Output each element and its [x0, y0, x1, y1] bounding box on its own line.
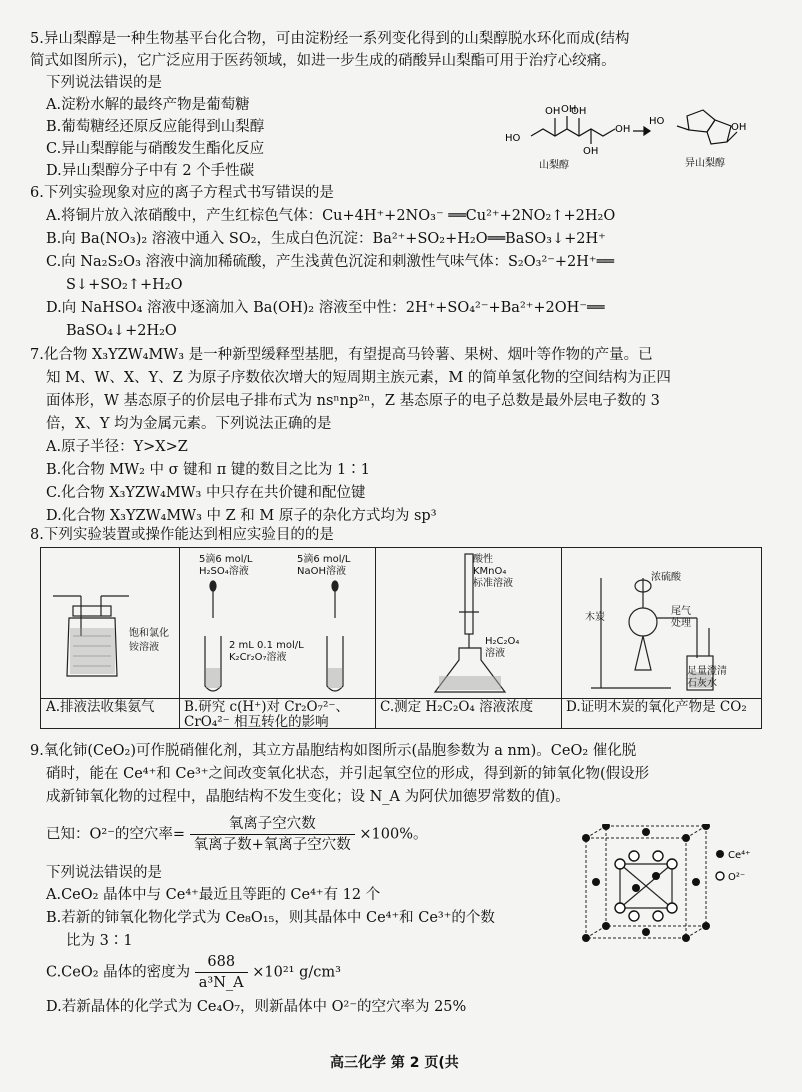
q5-structure-figure [505, 96, 775, 176]
q8b-left-reagent2: H₂SO₄溶液 [199, 566, 249, 577]
q7-stem-line1: 7.化合物 X₃YZW₄MW₃ 是一种新型缓释型基肥，有望提高马铃薯、果树、烟叶等作物的产量。已 [30, 347, 653, 363]
q8-cell-c [375, 548, 562, 728]
q6-option-d-line2: BaSO₄↓+2H₂O [66, 323, 177, 339]
q8c-titrant-label3: 标准溶液 [473, 578, 513, 589]
test-tubes-figure [199, 578, 359, 696]
q6-option-b: B.向 Ba(NO₃)₂ 溶液中通入 SO₂，生成白色沉淀：Ba²⁺+SO₂+H₂O══BaSO₃↓+2H⁺ [46, 231, 606, 247]
q8c-titrant-label1: 酸性 [473, 554, 493, 565]
titration-figure [425, 552, 525, 696]
q6-option-d-line1: D.向 NaHSO₄ 溶液中逐滴加入 Ba(OH)₂ 溶液至中性：2H⁺+SO₄²⁻+Ba²⁺+2OH⁻══ [46, 300, 605, 316]
q5-stem-line1: 5.异山梨醇是一种生物基平台化合物，可由淀粉经一系列变化得到的山梨醇脱水环化而成(结构 [30, 31, 630, 47]
q8d-tail-label2: 处理 [671, 618, 691, 629]
q9-option-b-line1: B.若新的铈氧化物化学式为 Ce₈O₁₅，则其晶体中 Ce⁴⁺和 Ce³⁺的个数 [46, 910, 495, 926]
q8-caption-c: C.测定 H₂C₂O₄ 溶液浓度 [375, 698, 561, 728]
q5-stem-line2: 简式如图所示)，它广泛应用于医药领域，如进一步生成的硝酸异山梨酯可用于治疗心绞痛。 [30, 53, 616, 69]
q5-option-a: A.淀粉水解的最终产物是葡萄糖 [46, 97, 250, 113]
q9-option-d: D.若新晶体的化学式为 Ce₄O₇，则新晶体中 O²⁻的空穴率为 25% [46, 999, 467, 1015]
q6-option-a: A.将铜片放入浓硝酸中，产生红棕色气体：Cu+4H⁺+2NO₃⁻ ══Cu²⁺+2NO₂↑+2H₂O [46, 208, 616, 224]
q5-stem-line3: 下列说法错误的是 [46, 75, 162, 91]
q7-option-a: A.原子半径：Y>X>Z [46, 439, 188, 455]
q7-stem-line3: 面体形，W 基态原子的价层电子排布式为 nsⁿnp²ⁿ，Z 基态原子的电子总数是最外层电子数的 3 [46, 393, 660, 409]
q8a-liquid-label2: 铵溶液 [129, 642, 159, 653]
q8d-acid-label: 浓硫酸 [651, 572, 681, 583]
q9-known-prefix: 已知：O²⁻的空穴率= [46, 826, 186, 843]
q8c-flask-label2: 溶液 [485, 648, 505, 659]
q8b-tube-label2: K₂Cr₂O₇溶液 [229, 652, 287, 663]
q8c-titrant-label2: KMnO₄ [473, 566, 507, 577]
q8d-tail-label1: 尾气 [671, 606, 691, 617]
q9-option-b-line2: 比为 3∶1 [66, 933, 133, 949]
q8-cell-a [41, 548, 180, 728]
q6-option-c-line2: S↓+SO₂↑+H₂O [66, 277, 183, 293]
q9-known-fraction [190, 814, 355, 855]
q9-stem-line2: 硝时，能在 Ce⁴⁺和 Ce³⁺之间改变氧化状态，并引起氧空位的形成，得到新的铈氧化物(假设形 [46, 766, 650, 782]
page-footer: 高三化学 第 2 页(共 [330, 1055, 459, 1071]
q9-option-c-prefix: C.CeO₂ 晶体的密度为 [46, 964, 191, 981]
q8b-left-reagent1: 5滴6 mol/L [199, 554, 253, 565]
q9-known-suffix: ×100%。 [359, 826, 428, 843]
q9-stem-line1: 9.氧化铈(CeO₂)可作脱硝催化剂，其立方晶胞结构如图所示(晶胞参数为 a nm)。CeO₂ 催化脱 [30, 743, 637, 759]
ceo2-unit-cell-figure [580, 824, 780, 944]
q9-option-c-fraction [195, 952, 248, 993]
q7-option-d: D.化合物 X₃YZW₄MW₃ 中 Z 和 M 原子的杂化方式均为 sp³ [46, 508, 437, 524]
q8b-right-reagent1: 5滴6 mol/L [297, 554, 351, 565]
q9-known-denominator: 氧离子数+氧离子空穴数 [193, 837, 351, 853]
q9-stem-line3: 成新铈氧化物的过程中，晶胞结构不发生变化；设 N_A 为阿伏加德罗常数的值)。 [46, 789, 570, 805]
q6-stem: 6.下列实验现象对应的离子方程式书写错误的是 [30, 185, 334, 201]
q9-known-formula [46, 814, 428, 855]
q6-option-c-line1: C.向 Na₂S₂O₃ 溶液中滴加稀硫酸，产生浅黄色沉淀和刺激性气味气体：S₂O₃²⁻+2H⁺══ [46, 254, 615, 270]
q8-cell-d [561, 548, 761, 728]
q9-known-numerator: 氧离子空穴数 [190, 814, 355, 835]
q8d-lime-label1: 足量澄清 [687, 666, 727, 677]
q9-option-c-suffix: ×10²¹ g/cm³ [252, 964, 341, 981]
q5-fig-label-sorbitol: 山梨醇 [539, 160, 569, 171]
q8b-right-reagent2: NaOH溶液 [297, 566, 346, 577]
q9-question: 下列说法错误的是 [46, 865, 162, 881]
q8-caption-b: B.研究 c(H⁺)对 Cr₂O₇²⁻、CrO₄²⁻ 相互转化的影响 [179, 698, 375, 728]
q8a-liquid-label1: 饱和氯化 [129, 628, 169, 639]
q9-legend-o: O²⁻ [728, 872, 746, 883]
q8c-flask-label1: H₂C₂O₄ [485, 636, 520, 647]
q5-fig-ho-right: HO [649, 116, 665, 127]
q8-cell-b [179, 548, 376, 728]
q5-fig-oh-1: OH [545, 106, 561, 117]
q5-fig-oh-4: OH [583, 146, 599, 157]
q8b-tube-label1: 2 mL 0.1 mol/L [229, 640, 304, 651]
q8-stem: 8.下列实验装置或操作能达到相应实验目的的是 [30, 527, 334, 543]
q8-apparatus-table [40, 547, 762, 729]
q9-legend-ce: Ce⁴⁺ [728, 850, 751, 861]
q8d-coal-label: 木炭 [585, 612, 605, 623]
q9-option-a: A.CeO₂ 晶体中与 Ce⁴⁺最近且等距的 Ce⁴⁺有 12 个 [46, 887, 381, 903]
q8-caption-d: D.证明木炭的氧化产物是 CO₂ [561, 698, 761, 728]
q5-option-d: D.异山梨醇分子中有 2 个手性碳 [46, 163, 255, 179]
q7-option-c: C.化合物 X₃YZW₄MW₃ 中只存在共价键和配位键 [46, 485, 366, 501]
q5-fig-ho-left: HO [505, 133, 521, 144]
q5-fig-oh-3: OH [571, 106, 587, 117]
q5-fig-label-isosorbide: 异山梨醇 [685, 158, 725, 169]
q5-option-b: B.葡萄糖经还原反应能得到山梨醇 [46, 119, 265, 135]
q7-stem-line2: 知 M、W、X、Y、Z 为原子序数依次增大的短周期主族元素，M 的简单氢化物的空间结构为正四 [46, 370, 671, 386]
q9-option-c-denominator: a³N_A [198, 975, 244, 991]
q7-option-b: B.化合物 MW₂ 中 σ 键和 π 键的数目之比为 1∶1 [46, 462, 370, 478]
combustion-apparatus-figure [591, 558, 751, 696]
q9-option-c-numerator: 688 [195, 952, 248, 973]
q5-fig-oh-5: OH [615, 124, 631, 135]
q5-fig-oh-right: OH [731, 122, 747, 133]
gas-bottle-figure [51, 566, 141, 686]
q9-option-c [46, 952, 341, 993]
q7-stem-line4: 倍，X、Y 均为金属元素。下列说法正确的是 [46, 416, 332, 432]
q5-option-c: C.异山梨醇能与硝酸发生酯化反应 [46, 141, 265, 157]
q8d-lime-label2: 石灰水 [687, 678, 717, 689]
q8-caption-a: A.排液法收集氨气 [41, 698, 179, 728]
q5-fig-oh-2: OH [561, 104, 577, 115]
